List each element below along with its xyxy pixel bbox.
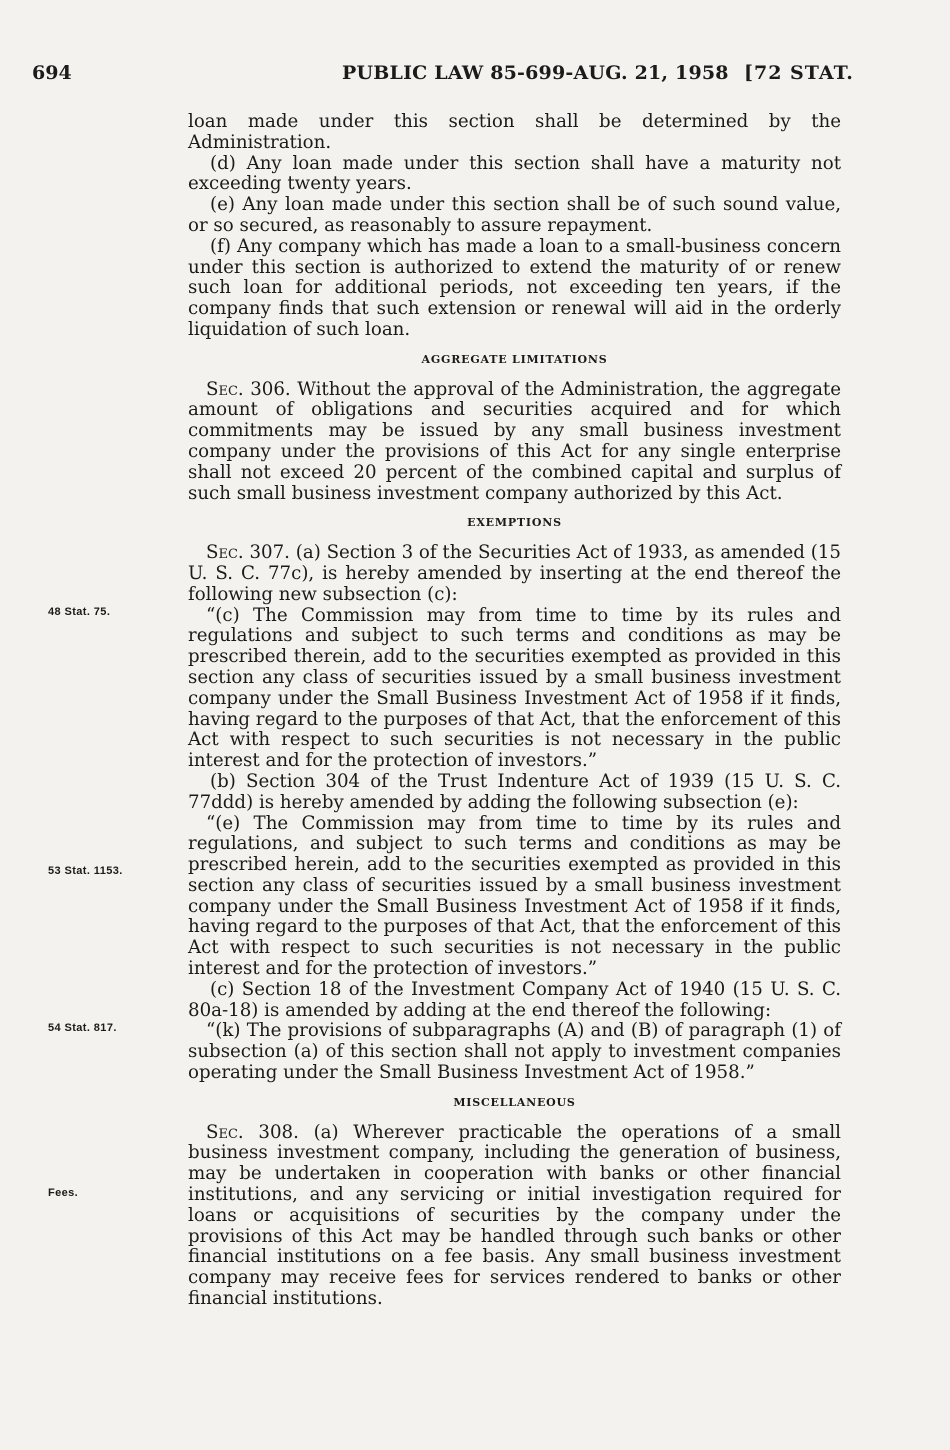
page-header bbox=[0, 62, 950, 92]
margin-note-48-stat: 48 Stat. 75. bbox=[48, 606, 111, 618]
quote-subsection-k: “(k) The provisions of subparagraphs (A) and (B) of paragraph (1) of subsection (a) of this section shall not apply to investment companies operating under the Small Business Investment Act of 1958.” bbox=[188, 1020, 841, 1084]
margin-note-fees: Fees. bbox=[48, 1187, 79, 1199]
paragraph-b: (b) Section 304 of the Trust Indenture Act of 1939 (15 U. S. C. 77ddd) is hereby amended by adding the following subsection (e): bbox=[188, 770, 841, 813]
heading-miscellaneous: MISCELLANEOUS bbox=[453, 1095, 576, 1109]
paragraph-f: (f) Any company which has made a loan to a small-business concern under this section is authorized to extend the maturity of or renew such loan for additional periods, not exceeding ten years, if the company finds that such extension or renewal will aid in the orderly liquidation of such loan. bbox=[188, 235, 841, 340]
heading-aggregate-limitations: AGGREGATE LIMITATIONS bbox=[421, 352, 608, 366]
page-body bbox=[188, 112, 841, 1310]
statute-reference: [72 STAT. bbox=[744, 62, 854, 84]
heading-exemptions: EXEMPTIONS bbox=[467, 516, 562, 530]
quote-subsection-c: “(c) The Commission may from time to time by its rules and regulations and subject to such terms and conditions as may be prescribed therein, add to the securities exempted as provided in this section any class of securities issued by a small business investment company under the Small Business Investment Act of 1958 if it finds, having regard to the purposes of that Act, that the enforcement of this Act with respect to such securities is not necessary in the public interest and for the protection of investors.” bbox=[188, 604, 841, 772]
quote-subsection-e: “(e) The Commission may from time to time by its rules and regulations, and subject to such terms and conditions as may be prescribed herein, add to the securities exempted as provided in this section any class of securities issued by a small business investment company under the Small Business Investment Act of 1958 if it finds, having regard to the purposes of that Act, that the enforcement of this Act with respect to such securities is not necessary in the public interest and for the protection of investors.” bbox=[188, 812, 841, 980]
section-308-text: (a) Wherever practicable the operations of a small business investment company, including the generation of business, may be undertaken in cooperation with banks or other financial institutions, and any servicing or initial investigation required for loans or acquisitions of securities by the company under the provisions of this Act may be handled through such banks or other financial institutions on a fee basis. Any small business investment company may receive fees for services rendered to banks or other financial institutions. bbox=[188, 1121, 841, 1310]
section-306-text: Without the approval of the Administration, the aggregate amount of obligations and securities acquired and for which commitments may be issued by any small business investment company under the provisions of this Act for any single enterprise shall not exceed 20 percent of the combined capital and surplus of such small business investment company authorized by this Act. bbox=[188, 378, 841, 504]
paragraph-e: (e) Any loan made under this section shall be of such sound value, or so secured, as reasonably to assure repayment. bbox=[188, 194, 841, 236]
paragraph-continued: loan made under this section shall be determined by the Administration. bbox=[188, 111, 841, 153]
section-307-label: Sec. 307. bbox=[206, 542, 290, 564]
margin-note-54-stat: 54 Stat. 817. bbox=[48, 1022, 117, 1034]
margin-note-53-stat: 53 Stat. 1153. bbox=[48, 865, 123, 877]
page-number: 694 bbox=[32, 62, 72, 84]
paragraph-c: (c) Section 18 of the Investment Company Act of 1940 (15 U. S. C. 80a-18) is amended by adding at the end thereof the following: bbox=[188, 978, 841, 1021]
section-306 bbox=[188, 380, 841, 505]
section-307-text: (a) Section 3 of the Securities Act of 1933, as amended (15 U. S. C. 77c), is hereby amended by inserting at the end thereof the following new subsection (c): bbox=[188, 542, 841, 605]
section-308 bbox=[188, 1123, 841, 1310]
section-308-label: Sec. 308. bbox=[206, 1121, 299, 1143]
running-title: PUBLIC LAW 85-699-AUG. 21, 1958 bbox=[342, 62, 729, 84]
section-307 bbox=[188, 543, 841, 605]
section-306-label: Sec. 306. bbox=[206, 378, 291, 400]
paragraph-d: (d) Any loan made under this section shall have a maturity not exceeding twenty years. bbox=[188, 152, 841, 195]
